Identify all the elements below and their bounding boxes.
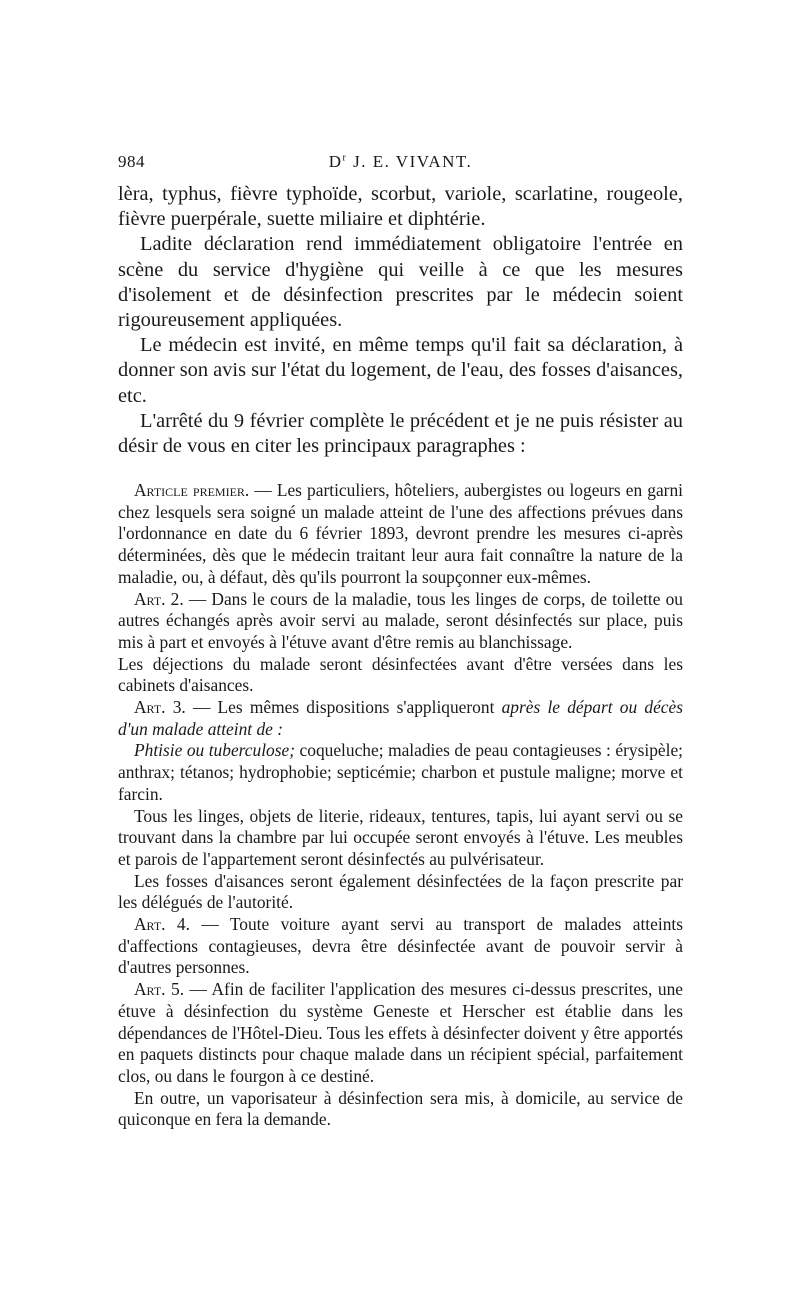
article-3-label: Art. 3. xyxy=(134,697,186,718)
article-3-list-italic: Phtisie ou tuberculose; xyxy=(134,740,296,761)
paragraph-declaration: Ladite déclaration rend immédiatement obligatoire l'entrée en scène du service d'hygiène qui veille à ce que les mesures d'isolement et de désinfection prescrites par le médecin soient rigoureusement appliquées. xyxy=(118,233,683,332)
paragraph-arrete: L'arrêté du 9 février complète le précédent et je ne puis résister au désir de vous en citer les principaux paragraphes : xyxy=(118,409,683,458)
article-3-italic: après le départ ou décès d'un malade atteint de : xyxy=(118,697,683,739)
paragraph-medecin: Le médecin est invité, en même temps qu'il fait sa déclaration, à donner son avis sur l'état du logement, de l'eau, des fosses d'aisances, etc. xyxy=(118,334,683,407)
author-prefix: D xyxy=(328,152,343,171)
article-4-text: — Toute voiture ayant servi au transport de malades atteints d'affections contagieuses, devra être désinfectée avant de pouvoir servir à d'autres personnes. xyxy=(118,914,683,978)
author-name: J. E. VIVANT. xyxy=(347,152,473,171)
article-5 xyxy=(118,979,683,1088)
article-2-label: Art. 2. xyxy=(134,588,184,609)
article-1-label: Article premier. xyxy=(134,480,250,500)
paragraph-continuation: lèra, typhus, fièvre typhoïde, scorbut, variole, scarlatine, rougeole, fièvre puerpérale, suette miliaire et diphtérie. xyxy=(118,183,683,231)
article-3-text: — Les mêmes dispositions s'appliqueront xyxy=(185,697,502,718)
main-text xyxy=(118,182,683,459)
article-4-label: Art. 4. xyxy=(134,914,190,935)
running-head xyxy=(118,152,683,172)
article-1 xyxy=(118,480,683,589)
article-4 xyxy=(118,914,683,979)
article-5-text: — Afin de faciliter l'application des mesures ci-dessus prescrites, une étuve à désinfection du système Geneste et Herscher est établie dans les dépendances de l'Hôtel-Dieu. Tous les effets à désinfecter doivent y être apportés en paquets distincts pour chaque malade dans un récipient spécial, parfaitement clos, ou dans le fourgon à ce destiné. xyxy=(118,979,683,1086)
article-3-list-text: coqueluche; maladies de peau contagieuses : érysipèle; anthrax; tétanos; hydrophobie; septicémie; charbon et pustule maligne; morve et farcin. xyxy=(118,740,683,804)
page-number: 984 xyxy=(118,152,145,171)
article-5-continuation: En outre, un vaporisateur à désinfection sera mis, à domicile, au service de quiconque en fera la demande. xyxy=(118,1087,683,1130)
article-2 xyxy=(118,589,683,654)
article-2-continuation: Les déjections du malade seront désinfectées avant d'être versées dans les cabinets d'aisances. xyxy=(118,653,683,696)
article-3-list xyxy=(118,740,683,805)
article-1-text: — Les particuliers, hôteliers, aubergistes ou logeurs en garni chez lesquels sera soigné un malade atteint de l'une des affections prévues dans l'ordonnance en date du 6 février 1893, devront prendre les mesures ci-après déterminées, dès que le médecin traitant leur aura fait connaître la nature de la maladie, ou, à défaut, dès qu'ils pourront la soupçonner eux-mêmes. xyxy=(118,480,683,587)
page-header xyxy=(118,152,683,176)
article-3-continuation-2: Les fosses d'aisances seront également désinfectées de la façon prescrite par les délégués de l'autorité. xyxy=(118,870,683,913)
arrete-quotation xyxy=(118,480,683,1131)
article-5-label: Art. 5. xyxy=(134,979,185,1000)
author-sup: r xyxy=(342,152,348,164)
article-2-text: — Dans le cours de la maladie, tous les linges de corps, de toilette ou autres échangés après avoir servi au malade, seront désinfectés sur place, puis mis à part et envoyés à l'étuve avant d'être remis au blanchissage. xyxy=(118,588,683,652)
article-3 xyxy=(118,697,683,740)
article-3-continuation-1: Tous les linges, objets de literie, rideaux, tentures, tapis, lui ayant servi ou se trouvant dans la chambre par lui occupée seront envoyés à l'étuve. Les meubles et parois de l'appartement seront désinfectés au pulvérisateur. xyxy=(118,805,683,869)
